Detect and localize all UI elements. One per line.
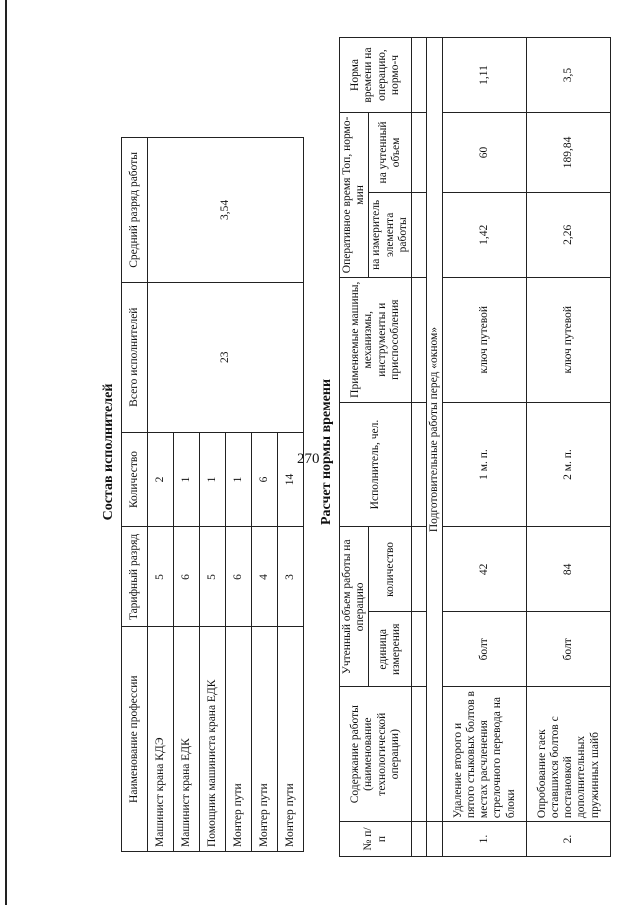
col-total-header: Всего исполнителей xyxy=(122,282,148,432)
profession: Машинист крана ЕДК xyxy=(174,627,200,852)
page-number: 270 xyxy=(297,451,320,467)
col-avg-grade-header: Средний разряд работы xyxy=(122,138,148,283)
staff-table-title: Состав исполнителей xyxy=(101,383,116,521)
section-label: Подготовительные работы перед «окном» xyxy=(427,38,443,822)
performer: 1 м. п. xyxy=(443,402,527,527)
count: 1 xyxy=(200,432,226,527)
col-optime-header: Оперативное время Топ, нормо-мин xyxy=(340,113,369,278)
operation-content: Опробование гаек оставшихся болтов с постановкой дополнительных пружинных шайб xyxy=(527,687,611,822)
staff-table xyxy=(121,137,304,852)
grade: 3 xyxy=(278,527,304,627)
col-qty-header: количество xyxy=(369,527,412,612)
quantity: 42 xyxy=(443,527,527,612)
col-per-unit-header: на измеритель элемента работы xyxy=(369,192,412,277)
count: 2 xyxy=(148,432,174,527)
col-unit-header: единица измерения xyxy=(369,612,412,687)
unit: болт xyxy=(527,612,611,687)
row-number: 2. xyxy=(527,822,611,857)
col-tools-header: Применяемые машины, механизмы, инструменты и приспособления xyxy=(340,277,412,402)
col-count-header: Количество xyxy=(122,432,148,527)
profession: Монтер пути xyxy=(252,627,278,852)
total-performers: 23 xyxy=(148,282,304,432)
landscape-page xyxy=(85,32,601,872)
optime-per-unit: 2,26 xyxy=(527,192,611,277)
col-per-volume-header: на учтенный объем xyxy=(369,113,412,193)
col-profession-header: Наименование профессии xyxy=(122,627,148,852)
grade: 4 xyxy=(252,527,278,627)
table-row xyxy=(527,38,611,857)
staff-header-row xyxy=(122,138,148,852)
col-volume-header: Учтенный объем работы на операцию xyxy=(340,527,369,687)
profession: Монтер пути xyxy=(226,627,252,852)
count: 14 xyxy=(278,432,304,527)
norms-table-title: Расчет нормы времени xyxy=(319,378,334,526)
optime-per-unit: 1,42 xyxy=(443,192,527,277)
grade: 5 xyxy=(200,527,226,627)
table-row xyxy=(148,138,174,852)
row-number: 1. xyxy=(443,822,527,857)
operation-content: Удаление второго и пятого стыковых болтов в местах расчленения стрелочного перевода на блоки xyxy=(443,687,527,822)
performer: 2 м. п. xyxy=(527,402,611,527)
time-norm: 1,11 xyxy=(443,38,527,113)
count: 1 xyxy=(226,432,252,527)
col-norm-header: Норма времени на операцию, нормо-ч xyxy=(340,38,412,113)
section-row xyxy=(427,38,443,857)
grade: 6 xyxy=(226,527,252,627)
grade: 6 xyxy=(174,527,200,627)
table-row xyxy=(443,38,527,857)
scan-edge-line xyxy=(5,0,7,905)
norms-table xyxy=(339,37,611,857)
average-grade: 3,54 xyxy=(148,138,304,283)
count: 6 xyxy=(252,432,278,527)
norms-header-row xyxy=(340,38,369,857)
profession: Монтер пути xyxy=(278,627,304,852)
grade: 5 xyxy=(148,527,174,627)
col-performer-header: Исполнитель, чел. xyxy=(340,402,412,527)
time-norm: 3,5 xyxy=(527,38,611,113)
col-number-header: № п/п xyxy=(340,822,412,857)
optime-per-volume: 60 xyxy=(443,113,527,193)
tools: ключ путевой xyxy=(527,277,611,402)
count: 1 xyxy=(174,432,200,527)
col-grade-header: Тарифный разряд xyxy=(122,527,148,627)
spacer-row xyxy=(412,38,427,857)
col-content-header: Содержание работы (наименование технологической операции) xyxy=(340,687,412,822)
profession: Машинист крана КДЭ xyxy=(148,627,174,852)
optime-per-volume: 189,84 xyxy=(527,113,611,193)
unit: болт xyxy=(443,612,527,687)
quantity: 84 xyxy=(527,527,611,612)
profession: Помощник машиниста крана ЕДК xyxy=(200,627,226,852)
tools: ключ путевой xyxy=(443,277,527,402)
